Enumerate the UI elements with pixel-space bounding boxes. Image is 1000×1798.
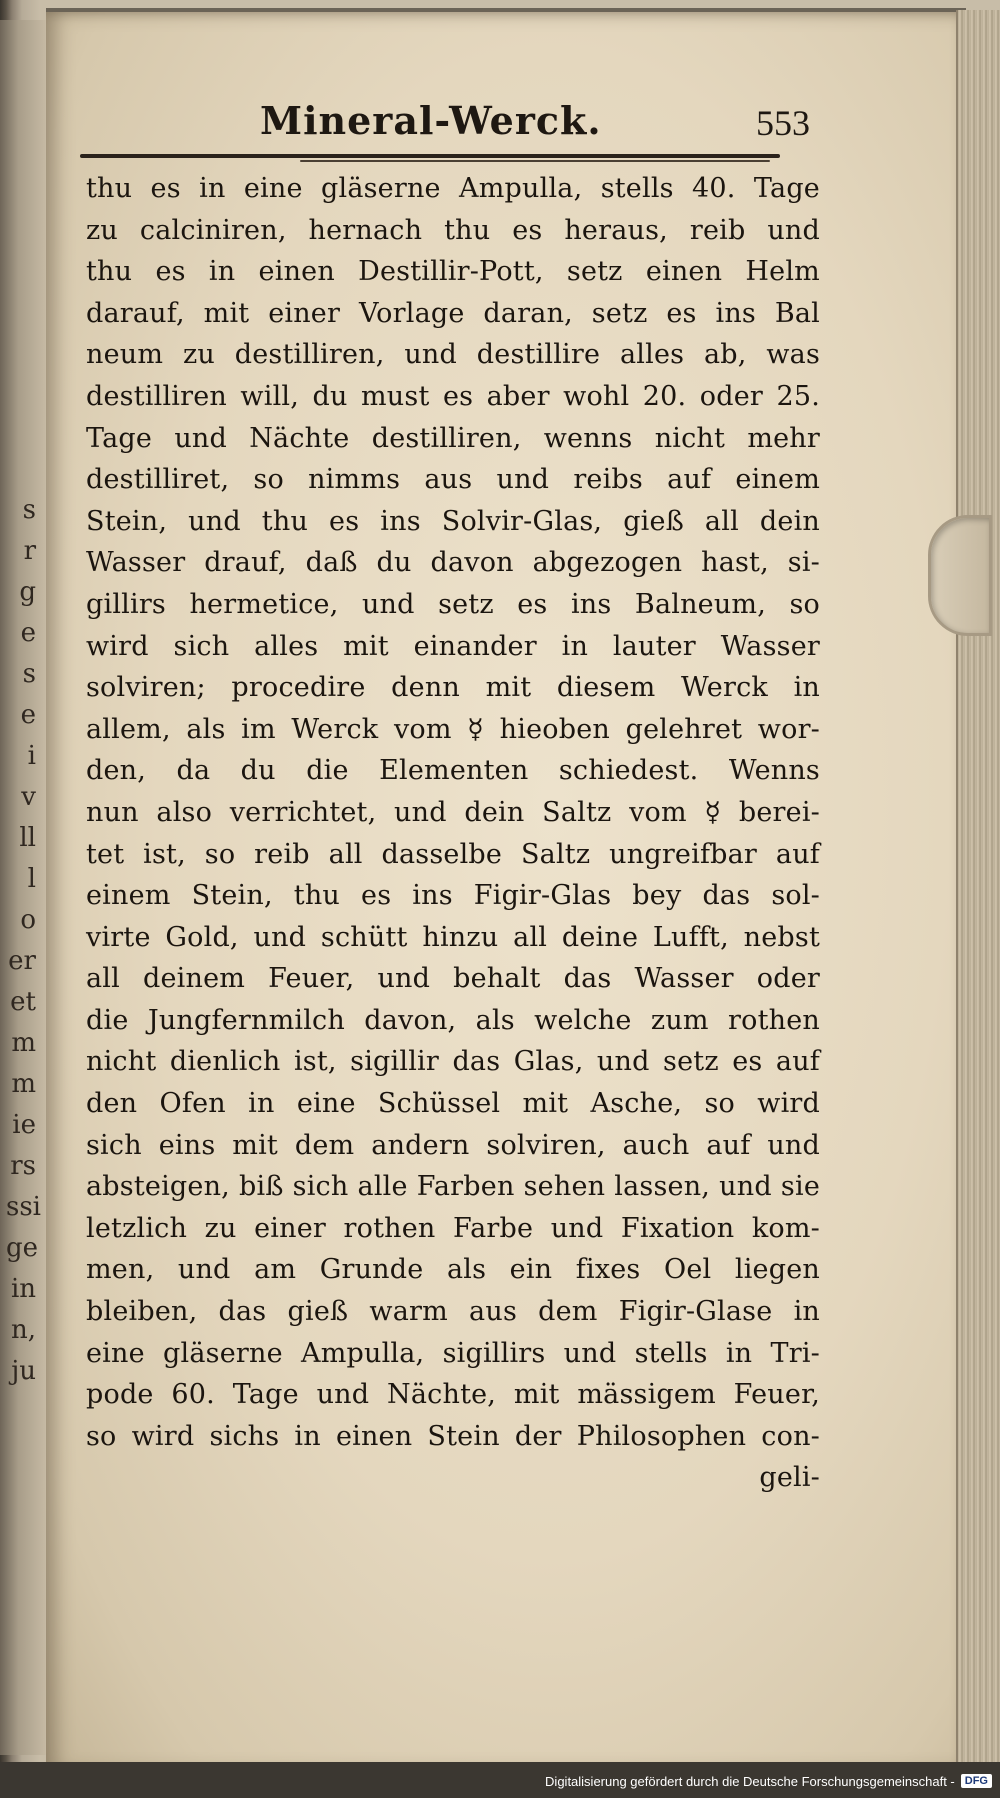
text-line: absteigen, biß sich alle Farben sehen lassen, und sie bbox=[86, 1171, 820, 1203]
text-line: neum zu destilliren, und destillire alles ab, was bbox=[86, 339, 820, 371]
text-line: tet ist, so reib all dasselbe Saltz ungreifbar auf bbox=[86, 838, 820, 870]
header-rule-thin bbox=[300, 160, 770, 162]
facing-page-fragment: s bbox=[22, 495, 36, 525]
facing-page-fragment: n, bbox=[10, 1315, 36, 1345]
text-line: geli- bbox=[759, 1462, 820, 1494]
text-line: darauf, mit einer Vorlage daran, setz es ins Bal bbox=[86, 297, 820, 329]
facing-page-fragment: ie bbox=[12, 1110, 36, 1140]
facing-page-fragment: ll bbox=[19, 823, 36, 853]
page-number: 553 bbox=[756, 103, 810, 143]
header-rule bbox=[80, 154, 780, 158]
text-line: den, da du die Elementen schiedest. Wenns bbox=[86, 755, 820, 787]
text-line: letzlich zu einer rothen Farbe und Fixation kom- bbox=[86, 1212, 820, 1244]
facing-page-fragment: et bbox=[10, 987, 36, 1017]
text-line: Wasser drauf, daß du davon abgezogen hast, si- bbox=[86, 547, 820, 579]
facing-page-fragment: s bbox=[22, 659, 36, 689]
facing-page-fragment: m bbox=[11, 1069, 36, 1099]
facing-page-fragment: er bbox=[8, 946, 36, 976]
facing-page-fragment: ju bbox=[11, 1356, 36, 1386]
text-line: gillirs hermetice, und setz es ins Balneum, so bbox=[86, 588, 820, 620]
text-line: eine gläserne Ampulla, sigillirs und stells in Tri- bbox=[86, 1337, 820, 1369]
text-line: men, und am Grunde als ein fixes Oel liegen bbox=[86, 1254, 820, 1286]
page-header bbox=[170, 98, 820, 148]
digitization-footer bbox=[545, 1770, 992, 1792]
text-line: pode 60. Tage und Nächte, mit mässigem Feuer, bbox=[86, 1379, 820, 1411]
text-line: sich eins mit dem andern solviren, auch auf und bbox=[86, 1129, 820, 1161]
text-line: solviren; procedire denn mit diesem Werck in bbox=[86, 672, 820, 704]
text-line: thu es in einen Destillir-Pott, setz einen Helm bbox=[86, 256, 820, 288]
footer-credit: Digitalisierung gefördert durch die Deutsche Forschungsgemeinschaft - bbox=[545, 1773, 955, 1789]
facing-page-fragment: v bbox=[21, 782, 36, 812]
text-line: Tage und Nächte destilliren, wenns nicht mehr bbox=[86, 422, 820, 454]
text-line: den Ofen in eine Schüssel mit Asche, so wird bbox=[86, 1088, 820, 1120]
text-line: destilliren will, du must es aber wohl 20. oder 25. bbox=[86, 380, 820, 412]
facing-page-fragment: l bbox=[27, 864, 36, 894]
running-title: Mineral-Werck. bbox=[260, 98, 602, 143]
text-line: allem, als im Werck vom ☿ hieoben gelehret wor- bbox=[86, 713, 820, 745]
facing-page-fragment: m bbox=[11, 1028, 36, 1058]
text-line: zu calciniren, hernach thu es heraus, reib und bbox=[86, 214, 820, 246]
text-line: nicht dienlich ist, sigillir das Glas, und setz es auf bbox=[86, 1046, 820, 1078]
facing-page-fragment: in bbox=[10, 1274, 36, 1304]
text-line: bleiben, das gieß warm aus dem Figir-Glase in bbox=[86, 1296, 820, 1328]
facing-page-fragment: o bbox=[20, 905, 36, 935]
body-text bbox=[86, 168, 820, 1499]
text-line: Stein, und thu es ins Solvir-Glas, gieß all dein bbox=[86, 505, 820, 537]
facing-page-fragment: e bbox=[20, 618, 36, 648]
text-line: virte Gold, und schütt hinzu all deine Lufft, nebst bbox=[86, 921, 820, 953]
text-line: die Jungfernmilch davon, als welche zum rothen bbox=[86, 1004, 820, 1036]
text-line: destilliret, so nimms aus und reibs auf einem bbox=[86, 464, 820, 496]
facing-page-fragment: rs bbox=[10, 1151, 36, 1181]
facing-page-fragment: r bbox=[23, 536, 36, 566]
text-line: so wird sichs in einen Stein der Philosophen con- bbox=[86, 1420, 820, 1452]
text-line: thu es in eine gläserne Ampulla, stells 40. Tage bbox=[86, 173, 820, 204]
book-clasp bbox=[928, 515, 992, 636]
text-line: all deinem Feuer, und behalt das Wasser oder bbox=[86, 963, 820, 995]
facing-page-fragment: ssi bbox=[6, 1192, 42, 1222]
facing-page-edge bbox=[0, 20, 48, 1755]
dfg-logo: DFG bbox=[961, 1774, 992, 1788]
facing-page-fragment: i bbox=[27, 741, 36, 771]
facing-page-fragment: e bbox=[20, 700, 36, 730]
text-line: nun also verrichtet, und dein Saltz vom ☿ berei- bbox=[86, 796, 820, 828]
facing-page-fragment: ge bbox=[6, 1233, 39, 1263]
text-line: einem Stein, thu es ins Figir-Glas bey das sol- bbox=[86, 880, 820, 912]
page-fore-edge bbox=[956, 10, 1000, 1780]
facing-page-text-fragments bbox=[6, 490, 42, 1392]
text-line: wird sich alles mit einander in lauter Wasser bbox=[86, 630, 820, 662]
facing-page-fragment: g bbox=[19, 577, 36, 607]
